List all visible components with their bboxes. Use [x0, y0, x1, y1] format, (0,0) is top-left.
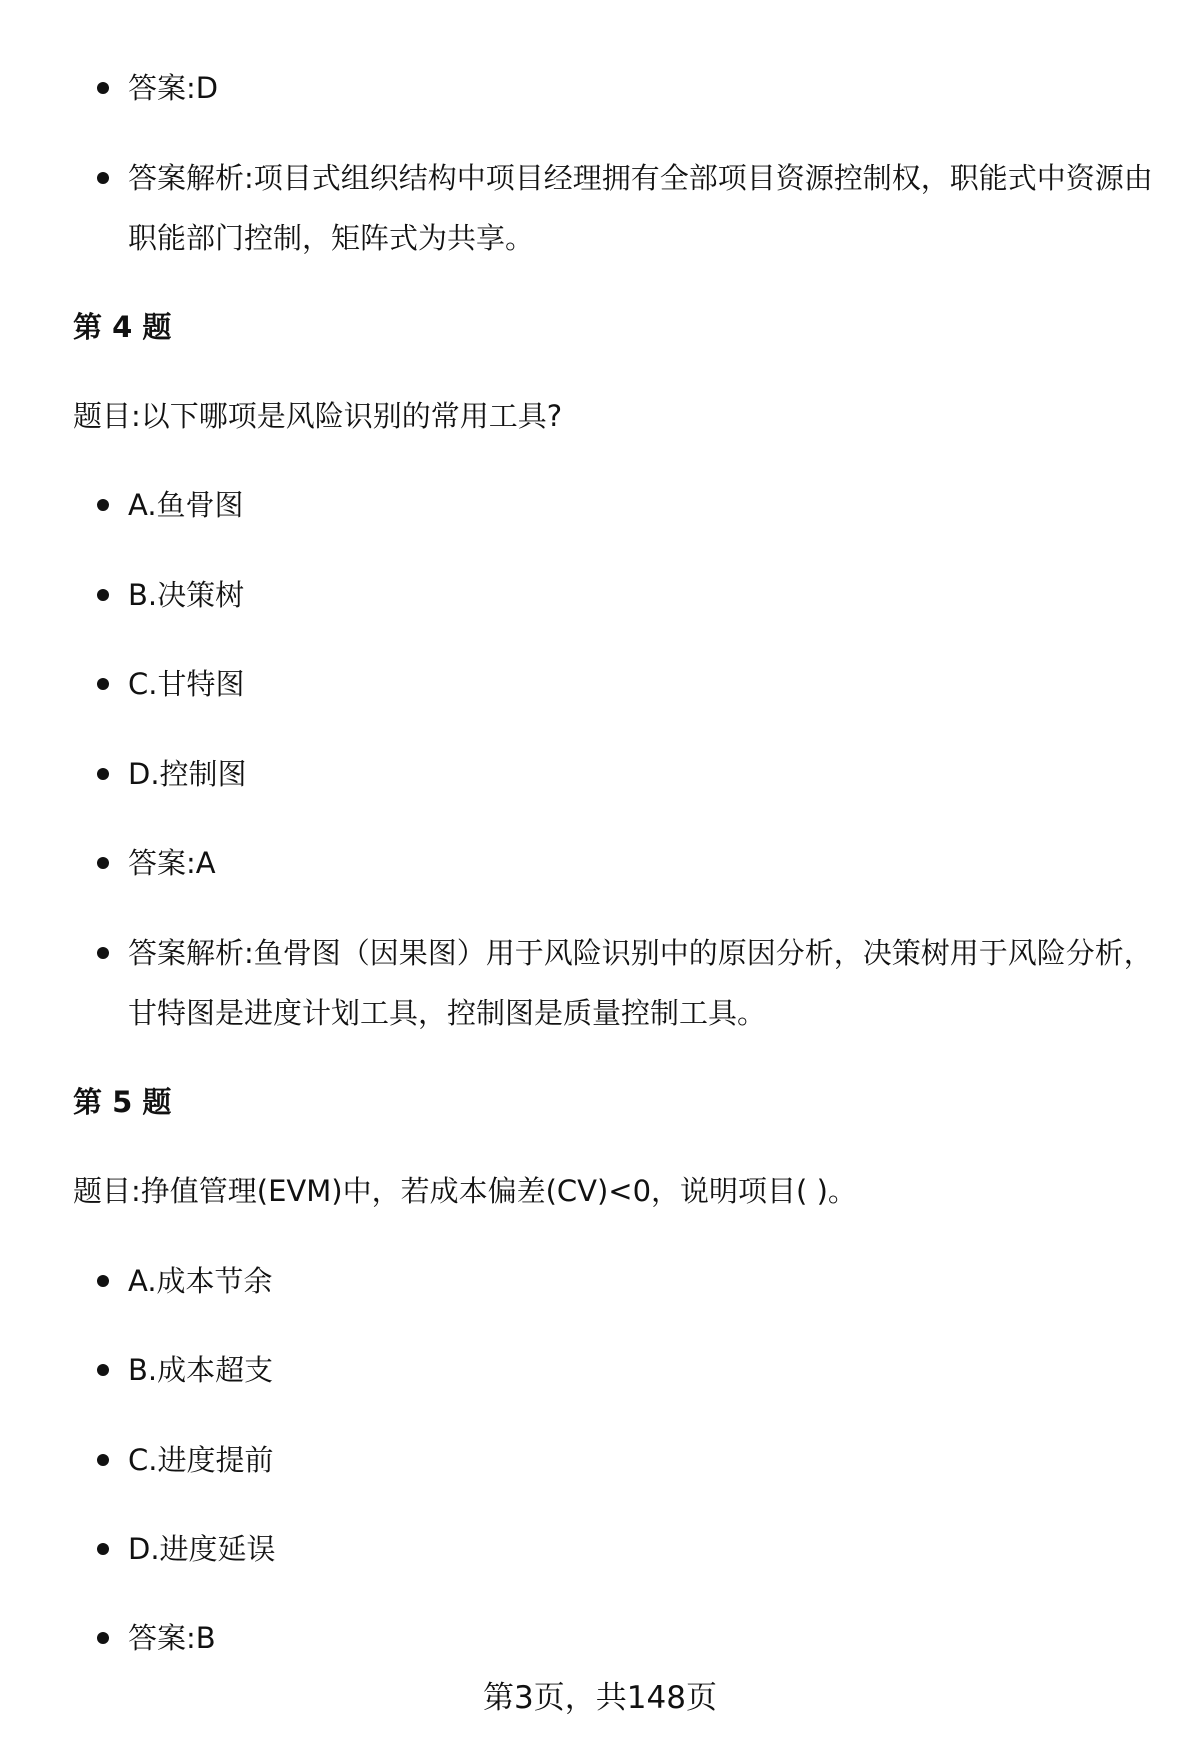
option-text: B.决策树	[128, 578, 245, 612]
option-text: C.进度提前	[128, 1443, 274, 1477]
bullet-icon	[97, 1454, 109, 1466]
page-number: 第3页，共148页	[483, 1680, 717, 1716]
option-text: D.控制图	[128, 757, 247, 791]
bullet-icon	[97, 1632, 109, 1644]
option-text: D.进度延误	[128, 1532, 276, 1566]
bullet-icon	[97, 82, 109, 94]
question-heading: 第 4 题	[73, 310, 172, 344]
explanation-text: 答案解析:鱼骨图（因果图）用于风险识别中的原因分析，决策树用于风险分析，甘特图是进度计划工具，控制图是质量控制工具。	[128, 936, 1153, 1030]
answer-text: 答案:B	[128, 1621, 216, 1655]
option-text: B.成本超支	[128, 1353, 274, 1387]
question-heading: 第 5 题	[73, 1085, 172, 1119]
bullet-icon	[97, 499, 109, 511]
explanation-text: 答案解析:项目式组织结构中项目经理拥有全部项目资源控制权，职能式中资源由职能部门控制，矩阵式为共享。	[128, 161, 1153, 255]
bullet-icon	[97, 678, 109, 690]
question-text: 题目:挣值管理(EVM)中，若成本偏差(CV)<0，说明项目( )。	[73, 1174, 857, 1208]
bullet-icon	[97, 172, 109, 184]
option-text: C.甘特图	[128, 667, 245, 701]
bullet-icon	[97, 1275, 109, 1287]
option-text: A.鱼骨图	[128, 488, 244, 522]
question-text: 题目:以下哪项是风险识别的常用工具?	[73, 399, 563, 433]
bullet-icon	[97, 768, 109, 780]
bullet-icon	[97, 947, 109, 959]
bullet-icon	[97, 1364, 109, 1376]
answer-text: 答案:A	[128, 846, 216, 880]
bullet-icon	[97, 1543, 109, 1555]
bullet-icon	[97, 589, 109, 601]
option-text: A.成本节余	[128, 1264, 273, 1298]
bullet-icon	[97, 857, 109, 869]
answer-text: 答案:D	[128, 71, 219, 105]
